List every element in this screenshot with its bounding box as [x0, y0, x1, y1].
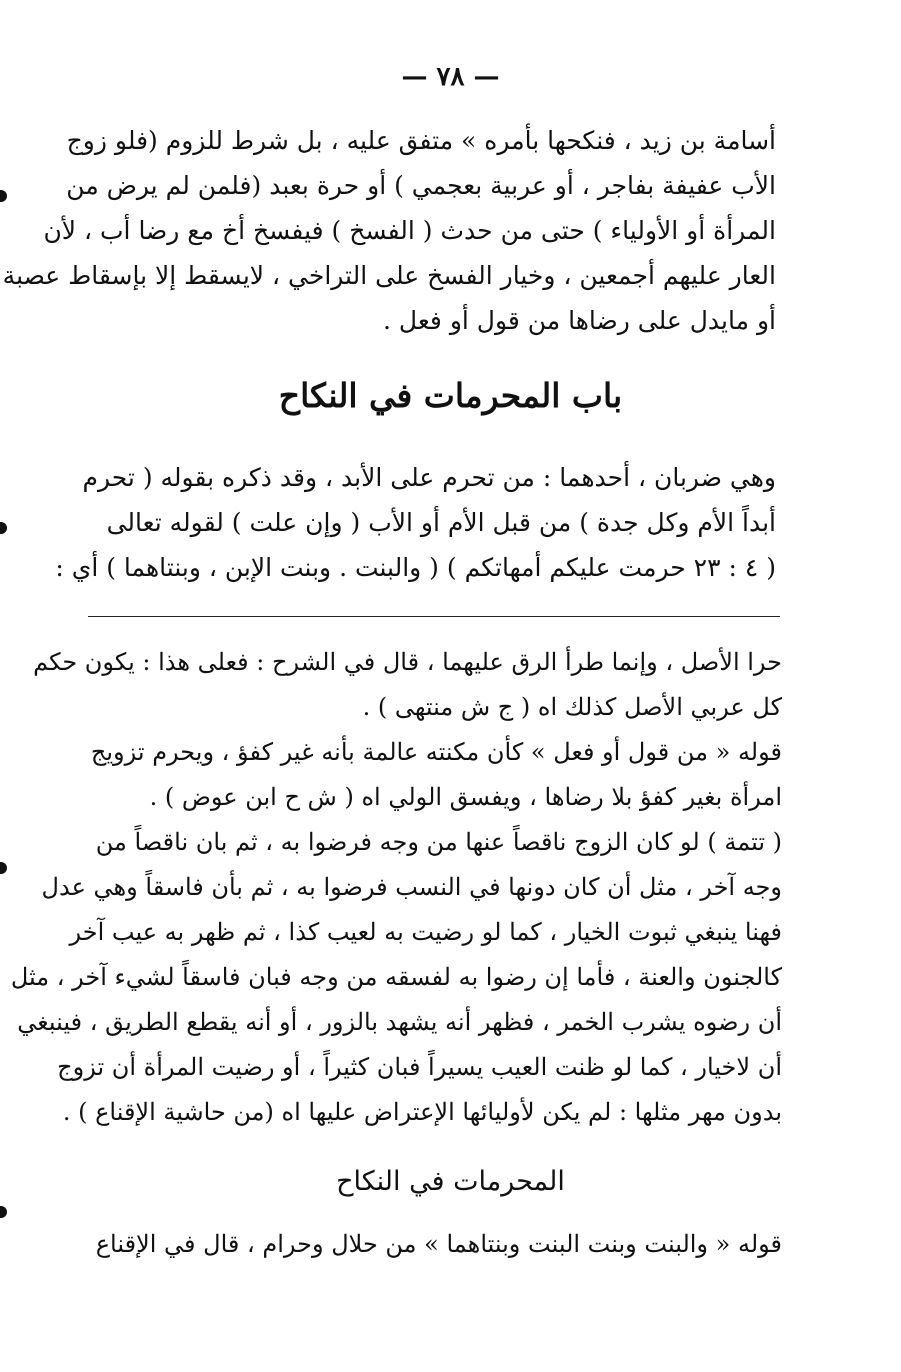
page-number: — ٧٨ —: [401, 62, 500, 92]
footnote-line: فهنا ينبغي ثبوت الخيار ، كما لو رضيت به لعيب كذا ، ثم ظهر به عيب آخر: [69, 918, 782, 946]
footnote-line: حرا الأصل ، وإنما طرأ الرق عليهما ، قال في الشرح : فعلى هذا : يكون حكم: [33, 648, 782, 676]
text-line: ( ٤ : ٢٣ حرمت عليكم أمهاتكم ) ( والبنت . وبنت الإبن ، وبنتاهما ) أي :: [55, 553, 776, 582]
margin-mark: [0, 1206, 7, 1218]
footnote-line: أن رضوه يشرب الخمر ، فظهر أنه يشهد بالزور ، أو أنه يقطع الطريق ، فينبغي: [17, 1008, 782, 1036]
main-paragraph-bottom: [55, 455, 776, 590]
footnote-line: بدون مهر مثلها : لم يكن لأوليائها الإعتراض عليها اه (من حاشية الإقناع ) .: [62, 1098, 782, 1126]
text-line: أو مايدل على رضاها من قول أو فعل .: [383, 306, 776, 335]
footnote-body: [10, 640, 782, 1135]
footnote-last-paragraph: [86, 1222, 782, 1267]
margin-mark: [0, 522, 7, 534]
footnote-line: وجه آخر ، مثل أن كان دونها في النسب فرضوا به ، ثم بأن فاسقاً وهي عدل: [41, 873, 782, 901]
footnote-line: قوله « من قول أو فعل » كأن مكنته عالمة بأنه غير كفؤ ، ويحرم تزويج: [90, 738, 782, 766]
text-line: العار عليهم أجمعين ، وخيار الفسخ على التراخي ، لايسقط إلا بإسقاط عصبة: [2, 261, 776, 290]
footnote-line: امرأة بغير كفؤ بلا رضاها ، ويفسق الولي اه ( ش ح ابن عوض ) .: [149, 783, 782, 811]
chapter-heading: باب المحرمات في النكاح: [278, 376, 623, 415]
footnote-line: ( تتمة ) لو كان الزوج ناقصاً عنها من وجه فرضوا به ، ثم بان ناقصاً من: [95, 828, 782, 856]
text-line: المرأة أو الأولياء ) حتى من حدث ( الفسخ ) فيفسخ أخ مع رضا أب ، لأن: [43, 216, 776, 245]
footnote-line: كالجنون والعنة ، فأما إن رضوا به لفسقه من وجه فبان فاسقاً لشيء آخر ، مثل: [10, 963, 782, 991]
footnote-line: أن لاخيار ، كما لو ظنت العيب يسيراً فبان كثيراً ، أو رضيت المرأة أن تزوج: [57, 1053, 782, 1081]
footnote-line: قوله « والبنت وبنت البنت وبنتاهما » من حلال وحرام ، قال في الإقناع: [95, 1230, 782, 1258]
text-line: أبداً الأم وكل جدة ) من قبل الأم أو الأب ( وإن علت ) لقوله تعالى: [106, 508, 776, 537]
footnote-heading: المحرمات في النكاح: [336, 1166, 565, 1197]
footnote-separator: [88, 616, 780, 617]
margin-mark: [0, 862, 7, 874]
footnote-line: كل عربي الأصل كذلك اه ( ج ش منتهى ) .: [362, 693, 782, 721]
text-line: وهي ضربان ، أحدهما : من تحرم على الأبد ، وقد ذكره بقوله ( تحرم: [82, 463, 776, 492]
text-line: أسامة بن زيد ، فنكحها بأمره » متفق عليه ، بل شرط للزوم (فلو زوج: [66, 126, 776, 155]
text-line: الأب عفيفة بفاجر ، أو عربية بعجمي ) أو حرة بعبد (فلمن لم يرض من: [66, 171, 776, 200]
margin-mark: [0, 190, 7, 202]
main-paragraph-top: [2, 118, 776, 343]
